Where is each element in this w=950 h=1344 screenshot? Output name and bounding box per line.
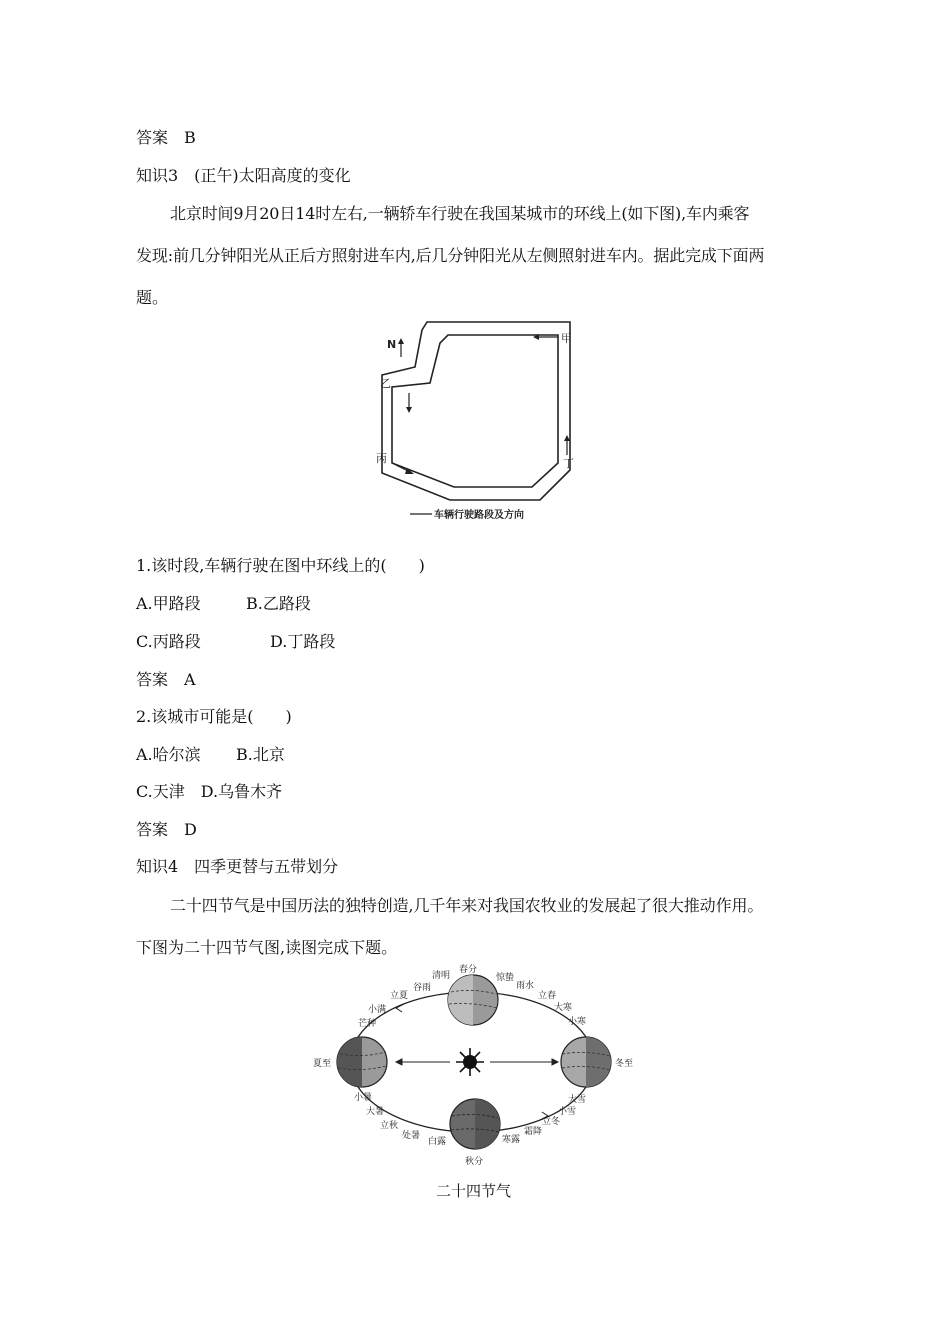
north-arrow-icon <box>398 338 404 357</box>
q1-option-c: C.丙路段 <box>136 632 201 651</box>
ring-road-map <box>370 315 585 525</box>
section4-intro-line1: 二十四节气是中国历法的独特创造,几千年来对我国农牧业的发展起了很大推动作用。 <box>170 896 764 915</box>
q1-option-b: B.乙路段 <box>246 594 311 613</box>
arrow-bing-icon <box>392 463 414 474</box>
term-xiaoman: 小满 <box>368 1005 387 1015</box>
term-qiufen: 秋分 <box>465 1157 484 1167</box>
term-hanlu: 寒露 <box>502 1135 521 1145</box>
term-liqiu: 立秋 <box>380 1121 399 1131</box>
earth-summer-icon <box>337 1037 387 1087</box>
term-dongzhi: 冬至 <box>615 1059 634 1069</box>
term-chunfen: 春分 <box>459 965 478 975</box>
q1-stem: 1.该时段,车辆行驶在图中环线上的( ) <box>136 556 425 575</box>
term-lidong: 立冬 <box>542 1117 561 1127</box>
q2-option-b: B.北京 <box>236 745 285 764</box>
term-xiaohan: 小寒 <box>568 1017 587 1027</box>
solar-terms-caption: 二十四节气 <box>436 1182 512 1200</box>
term-mangzhong: 芒种 <box>358 1019 377 1029</box>
term-jingzhe: 惊蛰 <box>496 973 515 983</box>
label-bing: 丙 <box>376 452 387 465</box>
earth-winter-icon <box>561 1037 611 1087</box>
term-qingming: 清明 <box>432 971 451 981</box>
arrow-ding-icon <box>564 435 570 455</box>
term-bailu: 白露 <box>428 1137 447 1147</box>
north-label: N <box>387 338 397 351</box>
answer-previous: 答案 B <box>136 128 196 147</box>
term-yushui: 雨水 <box>516 981 535 991</box>
label-yi: 乙 <box>380 377 391 390</box>
arrow-yi-icon <box>406 393 412 413</box>
term-shuangjiang: 霜降 <box>524 1127 543 1137</box>
section3-intro-line2: 发现:前几分钟阳光从正后方照射进车内,后几分钟阳光从左侧照射进车内。据此完成下面两 <box>136 246 765 265</box>
term-xiazhi: 夏至 <box>313 1059 332 1069</box>
term-lixia: 立夏 <box>390 991 409 1001</box>
solar-terms-diagram <box>310 962 640 1172</box>
term-guyu: 谷雨 <box>413 983 432 993</box>
term-xiaoxue: 小雪 <box>558 1107 577 1117</box>
label-jia: 甲 <box>561 332 572 345</box>
term-daxue: 大雪 <box>568 1095 587 1105</box>
section4-intro-line2: 下图为二十四节气图,读图完成下题。 <box>136 938 398 957</box>
earth-autumn-icon <box>450 1099 500 1149</box>
section3-intro-line1: 北京时间9月20日14时左右,一辆轿车行驶在我国某城市的环线上(如下图),车内乘客 <box>170 204 750 223</box>
q1-option-a: A.甲路段 <box>136 594 201 613</box>
label-ding: 丁 <box>563 457 574 470</box>
q2-answer: 答案 D <box>136 820 197 839</box>
q1-answer: 答案 A <box>136 670 196 689</box>
term-dahan: 大寒 <box>554 1003 573 1013</box>
section3-title: 知识3 (正午)太阳高度的变化 <box>136 166 351 185</box>
section4-title: 知识4 四季更替与五带划分 <box>136 857 339 876</box>
term-lichun: 立春 <box>538 991 557 1001</box>
q2-stem: 2.该城市可能是( ) <box>136 707 292 726</box>
section3-intro-line3: 题。 <box>136 288 169 307</box>
earth-spring-icon <box>448 975 498 1025</box>
sun-icon <box>456 1048 484 1076</box>
road-legend: 车辆行驶路段及方向 <box>434 510 524 521</box>
q2-option-a: A.哈尔滨 <box>136 745 201 764</box>
term-xiaoshu: 小暑 <box>354 1093 373 1103</box>
q1-option-d: D.丁路段 <box>270 632 336 651</box>
q2-option-cd: C.天津 D.乌鲁木齐 <box>136 782 283 801</box>
term-dashu: 大暑 <box>366 1107 385 1117</box>
term-chushu: 处暑 <box>402 1131 421 1141</box>
